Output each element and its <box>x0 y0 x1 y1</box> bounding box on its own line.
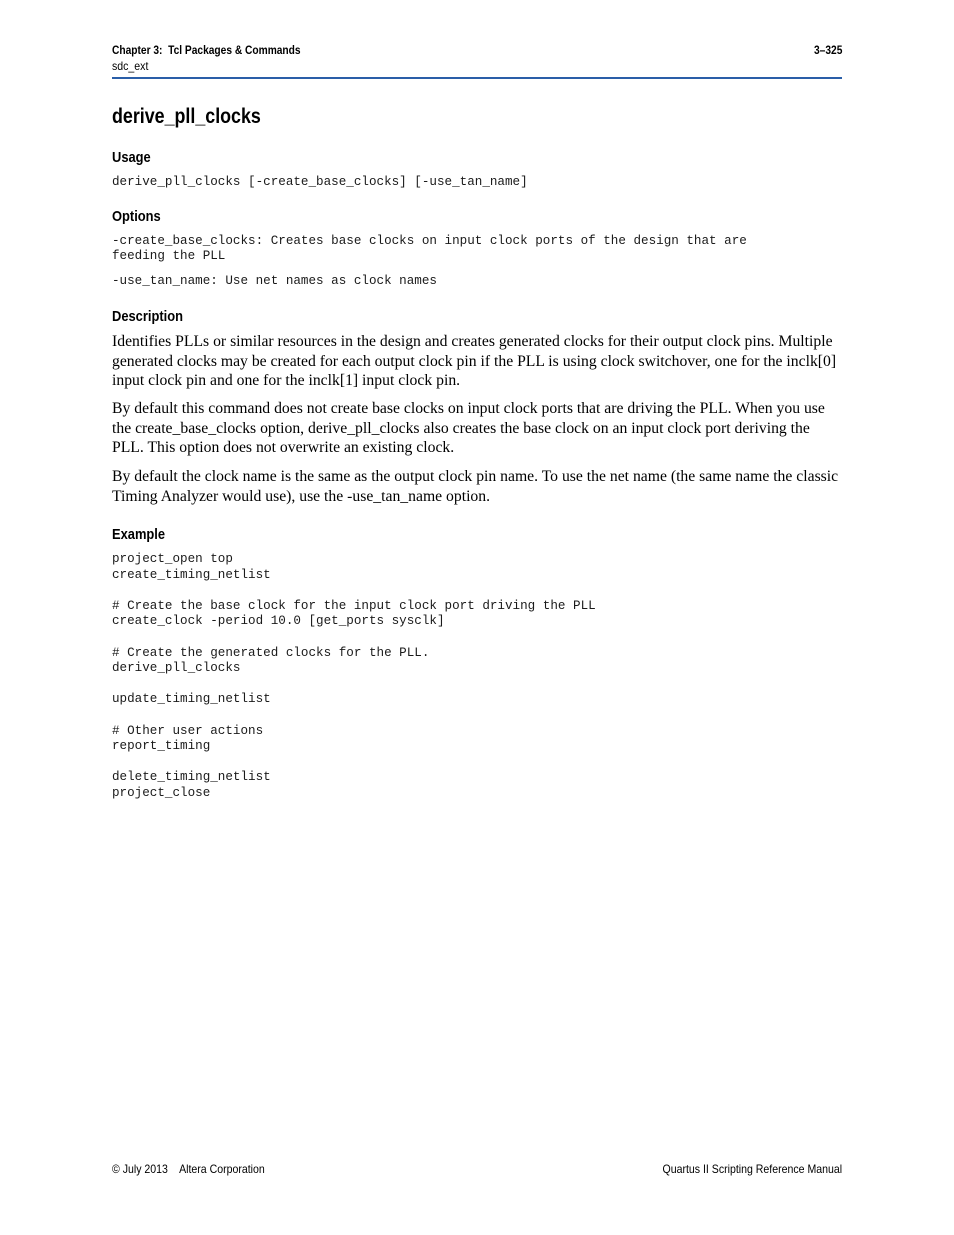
chapter-title: Chapter 3: Tcl Packages & Commands <box>112 43 301 57</box>
section-name: sdc_ext <box>112 59 149 73</box>
description-paragraph-2: By default this command does not create base clocks on input clock ports that are driving the PLL. When you use the create_base_clocks option, derive_pll_clocks also creates the base clock on an input clock port deriving the PLL. This option does not overwrite an existing clock. <box>112 400 825 457</box>
usage-code: derive_pll_clocks [-create_base_clocks] [-use_tan_name] <box>112 175 528 189</box>
example-heading: Example <box>112 526 166 543</box>
footer-manual-title: Quartus II Scripting Reference Manual <box>662 1162 842 1176</box>
usage-heading: Usage <box>112 149 151 166</box>
description-paragraph-1: Identifies PLLs or similar resources in the design and creates generated clocks for their output clock pins. Multiple generated clocks may be created for each output clock pin if the PLL is using clock switchover, one for the inclk[0] input clock pin and one for the inclk[1] input clock pin. <box>112 333 837 390</box>
example-code: project_open top create_timing_netlist # Create the base clock for the input clock port driving the PLL create_clock -period 10.0 [get_ports sysclk] # Create the generated clocks for the PLL. derive_pll_clocks update_timing_netlist # Other user actions report_timing delete_timing_netlist project_close <box>112 552 596 800</box>
option-use-tan-name: -use_tan_name: Use net names as clock names <box>112 274 437 288</box>
page-header <box>112 43 842 79</box>
option-create-base-clocks: -create_base_clocks: Creates base clocks on input clock ports of the design that are feeding the PLL <box>112 234 747 263</box>
page-title: derive_pll_clocks <box>112 105 261 128</box>
page-number: 3–325 <box>813 43 842 57</box>
options-heading: Options <box>112 208 161 225</box>
description-heading: Description <box>112 308 183 325</box>
description-paragraph-3: By default the clock name is the same as the output clock pin name. To use the net name (the same name the classic Timing Analyzer would use), use the -use_tan_name option. <box>112 468 839 505</box>
footer-copyright: © July 2013 Altera Corporation <box>112 1162 265 1176</box>
